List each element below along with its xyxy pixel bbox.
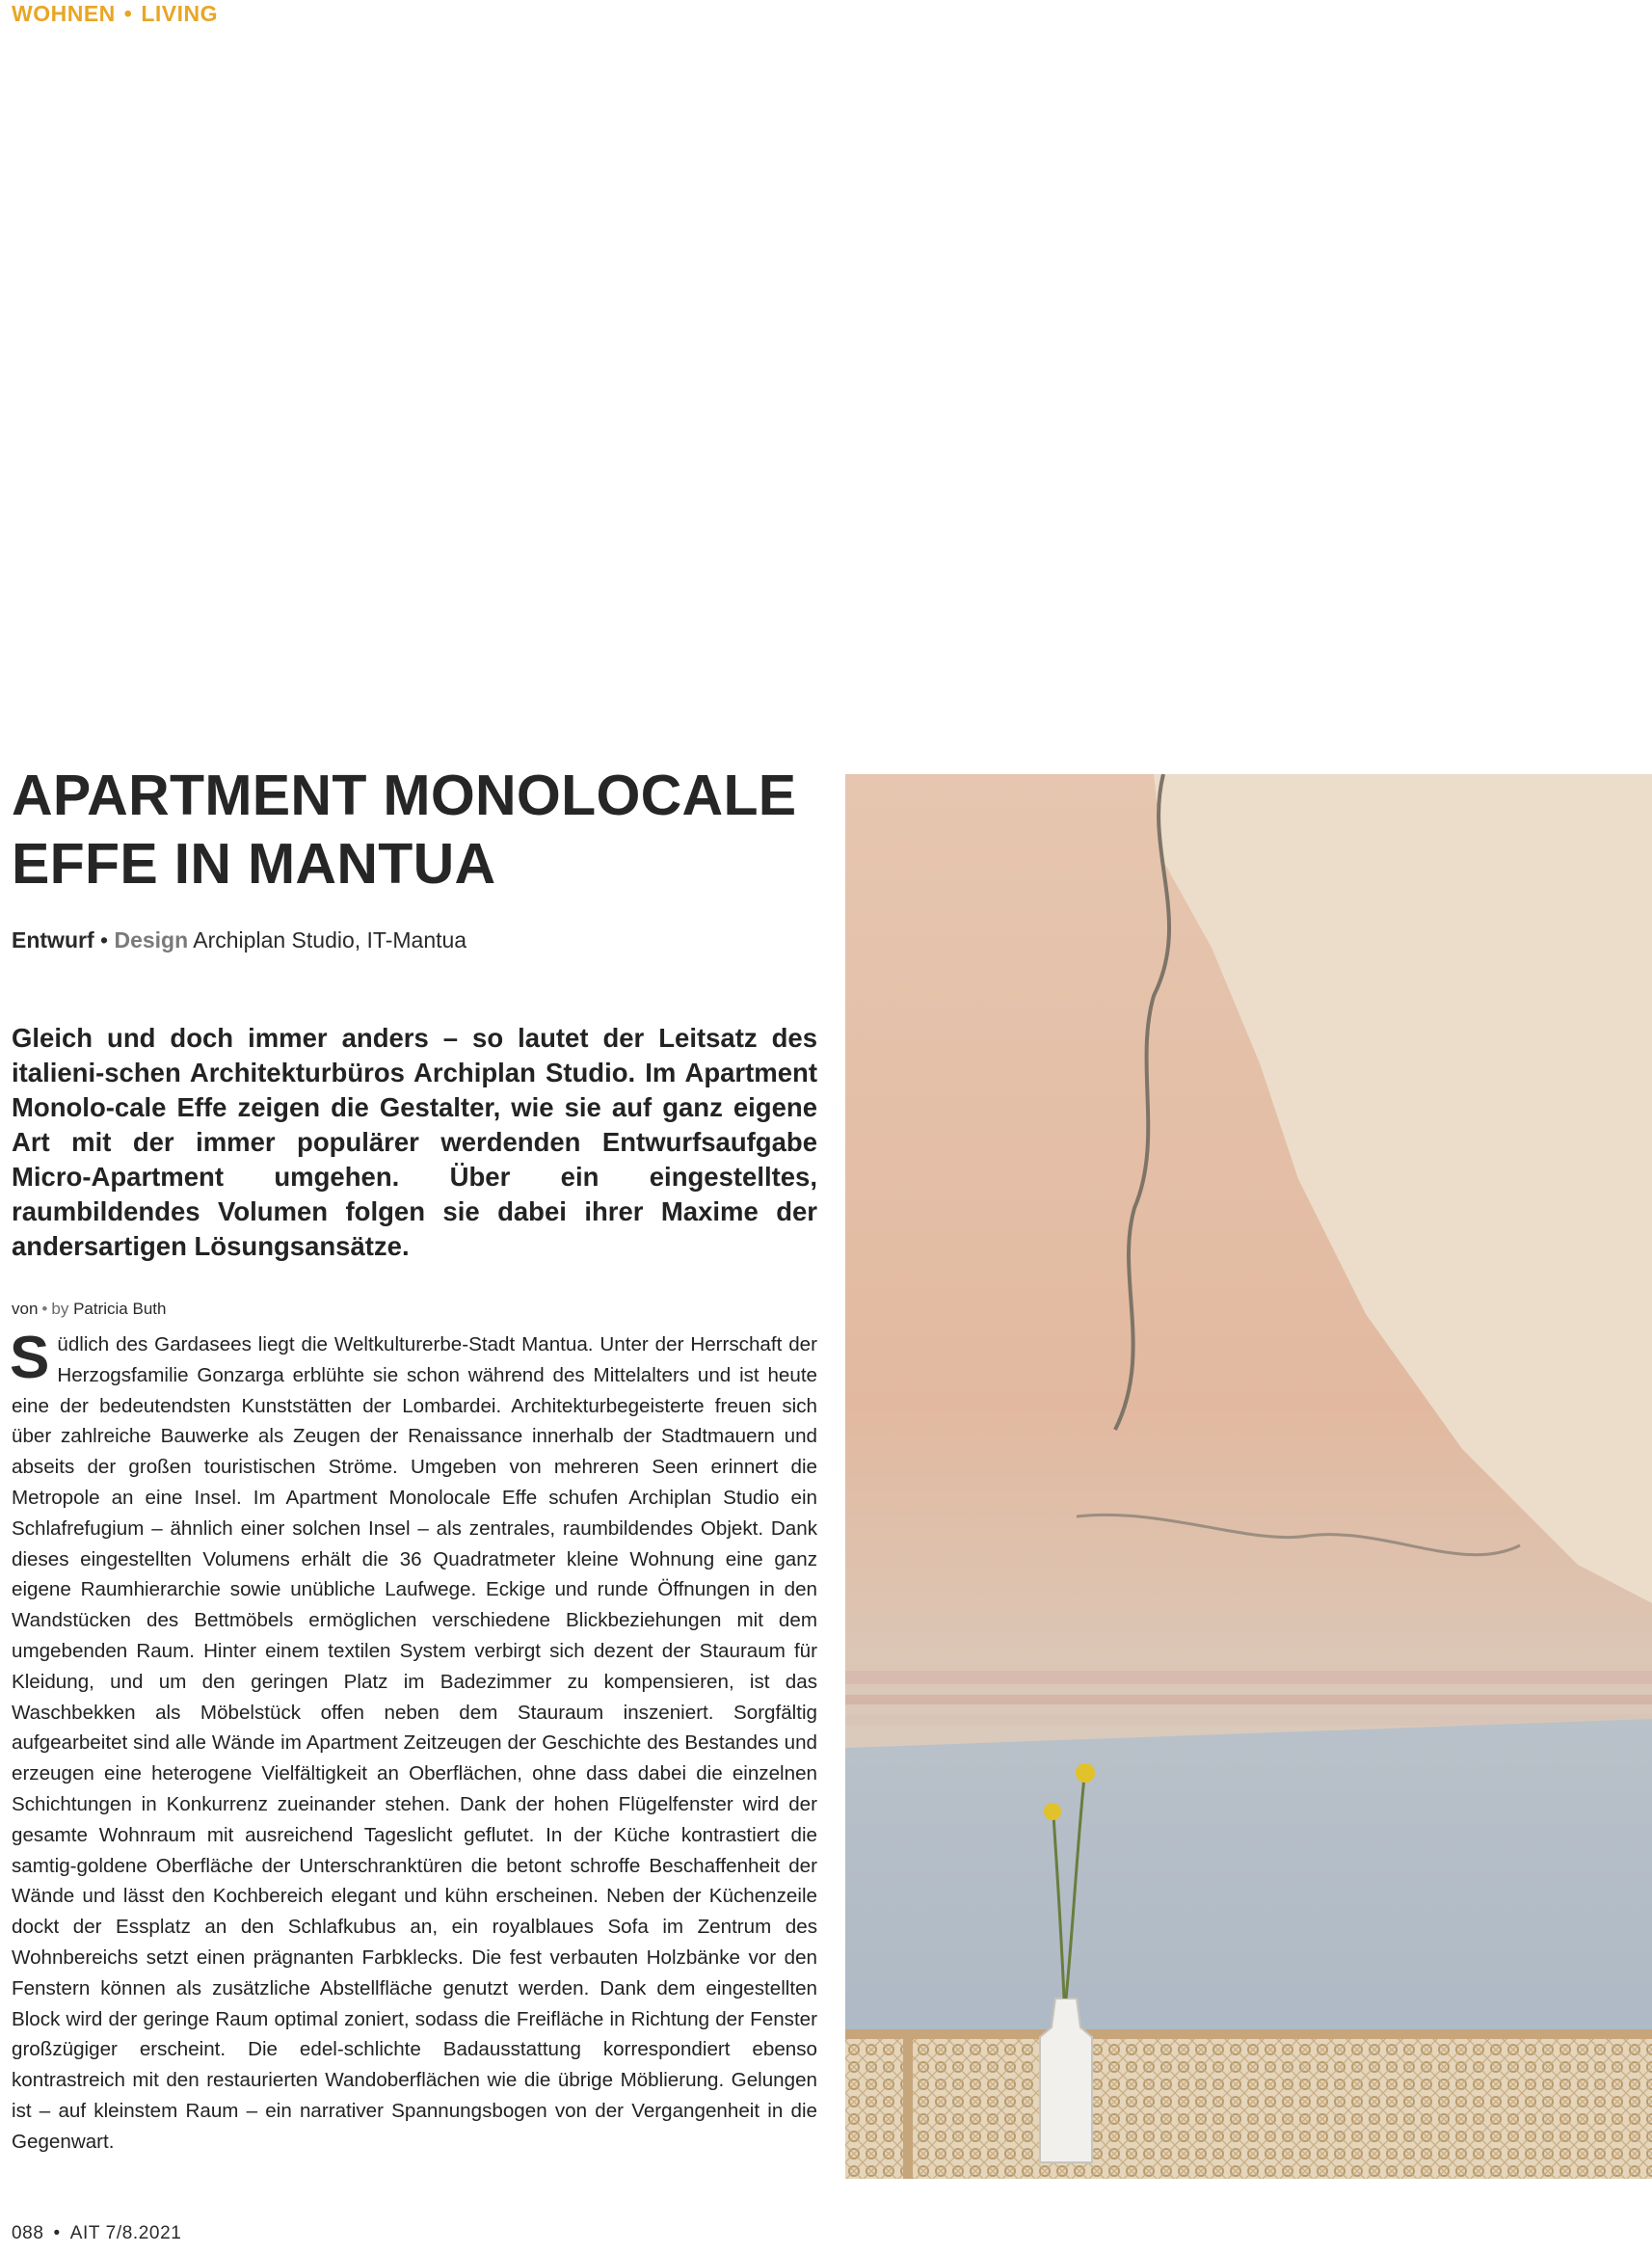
page-folio xyxy=(12,2223,181,2244)
lead-paragraph: Gleich und doch immer anders – so lautet der Leitsatz des italieni-schen Architekturbüros Archiplan Studio. Im Apartment Monolo-cale Effe zeigen die Gestalter, wie sie auf ganz eigene Art mit der immer populärer werdenden Entwurfsaufgabe Micro-Apartment umgehen. Über ein eingestelltes, raumbildendes Volumen folgen sie dabei ihrer Maxime der andersartigen Lösungsansätze. xyxy=(12,1023,817,1261)
article-title xyxy=(12,762,831,899)
separator-dot: • xyxy=(53,2223,61,2243)
page-number: 088 xyxy=(12,2223,44,2243)
title-line-1: APARTMENT MONOLOCALE xyxy=(12,764,797,827)
byline-de: von xyxy=(12,1300,39,1318)
drop-cap: S xyxy=(10,1325,50,1391)
section-label-en: LIVING xyxy=(141,1,219,26)
byline-en: by xyxy=(51,1300,69,1318)
design-credit xyxy=(12,927,466,953)
issue-label: AIT 7/8.2021 xyxy=(69,2223,182,2243)
separator-dot: • xyxy=(41,1300,48,1318)
author-name: Patricia Buth xyxy=(73,1300,167,1318)
article-photo xyxy=(845,774,1652,2179)
credit-label-en: Design xyxy=(114,927,189,953)
title-line-2: EFFE IN MANTUA xyxy=(12,832,496,896)
section-label-de: WOHNEN xyxy=(12,1,116,26)
separator-dot: • xyxy=(123,1,133,26)
body-text xyxy=(10,1325,817,2158)
byline xyxy=(12,1300,166,1319)
credit-value: Archiplan Studio, IT-Mantua xyxy=(193,927,467,953)
section-label xyxy=(12,1,218,27)
wall-photo-illustration xyxy=(845,774,1652,2179)
body-copy: üdlich des Gardasees liegt die Weltkulturerbe-Stadt Mantua. Unter der Herrschaft der Herzogsfamilie Gonzarga erblühte sie schon während des Mittelalters und ist heute eine der bedeutendsten Kunststätten der Lombardei. Architekturbegeisterte freuen sich über zahlreiche Bauwerke als Zeugen der Renaissance innerhalb der Stadtmauern und abseits der großen touristischen Ströme. Umgeben von mehreren Seen erinnert die Metropole an eine Insel. Im Apartment Monolocale Effe schufen Archiplan Studio ein Schlafrefugium – ähnlich einer solchen Insel – als zentrales, raumbildendes Objekt. Dank dieses eingestellten Volumens erhält die 36 Quadratmeter kleine Wohnung eine ganz eigene Raumhierarchie sowie unübliche Laufwege. Eckige und runde Öffnungen in den Wandstücken des Bettmöbels ermöglichen verschiedene Blickbeziehungen mit dem umgebenden Raum. Hinter einem textilen System verbirgt sich dezent der Stauraum für Kleidung, und um den geringen Platz im Badezimmer zu kompensieren, ist das Waschbekken als Möbelstück offen neben dem Stauraum inszeniert. Sorgfältig aufgearbeitet sind alle Wände im Apartment Zeitzeugen der Geschichte des Bestandes und erzeugen eine heterogene Vielfältigkeit an Oberflächen, ohne dass dabei die einzelnen Schichtungen in Konkurrenz zueinander stehen. Dank der hohen Flügelfenster wird der gesamte Wohnraum mit ausreichend Tageslicht geflutet. In der Küche kontrastiert die samtig-goldene Oberfläche der Unterschranktüren die betont schroffe Beschaffenheit der Wände und lässt den Kochbereich elegant und kühn erscheinen. Neben der Küchenzeile dockt der Essplatz an den Schlafkubus an, ein royalblaues Sofa im Zentrum des Wohnbereichs setzt einen prägnanten Farbklecks. Die fest verbauten Holzbänke vor den Fenstern können als zusätzliche Abstellfläche genutzt werden. Dank dem eingestellten Block wird der geringe Raum optimal zoniert, sodass die Freifläche in Richtung der Fenster großzügiger erscheint. Die edel-schlichte Badausstattung korrespondiert ebenso kontrastreich mit den restaurierten Wandoberflächen wie die übrige Möblierung. Gelungen ist – auf kleinstem Raum – ein narrativer Spannungsbogen von der Vergangenheit in die Gegenwart. xyxy=(12,1333,817,2153)
separator-dot: • xyxy=(100,927,109,953)
credit-label-de: Entwurf xyxy=(12,927,94,953)
